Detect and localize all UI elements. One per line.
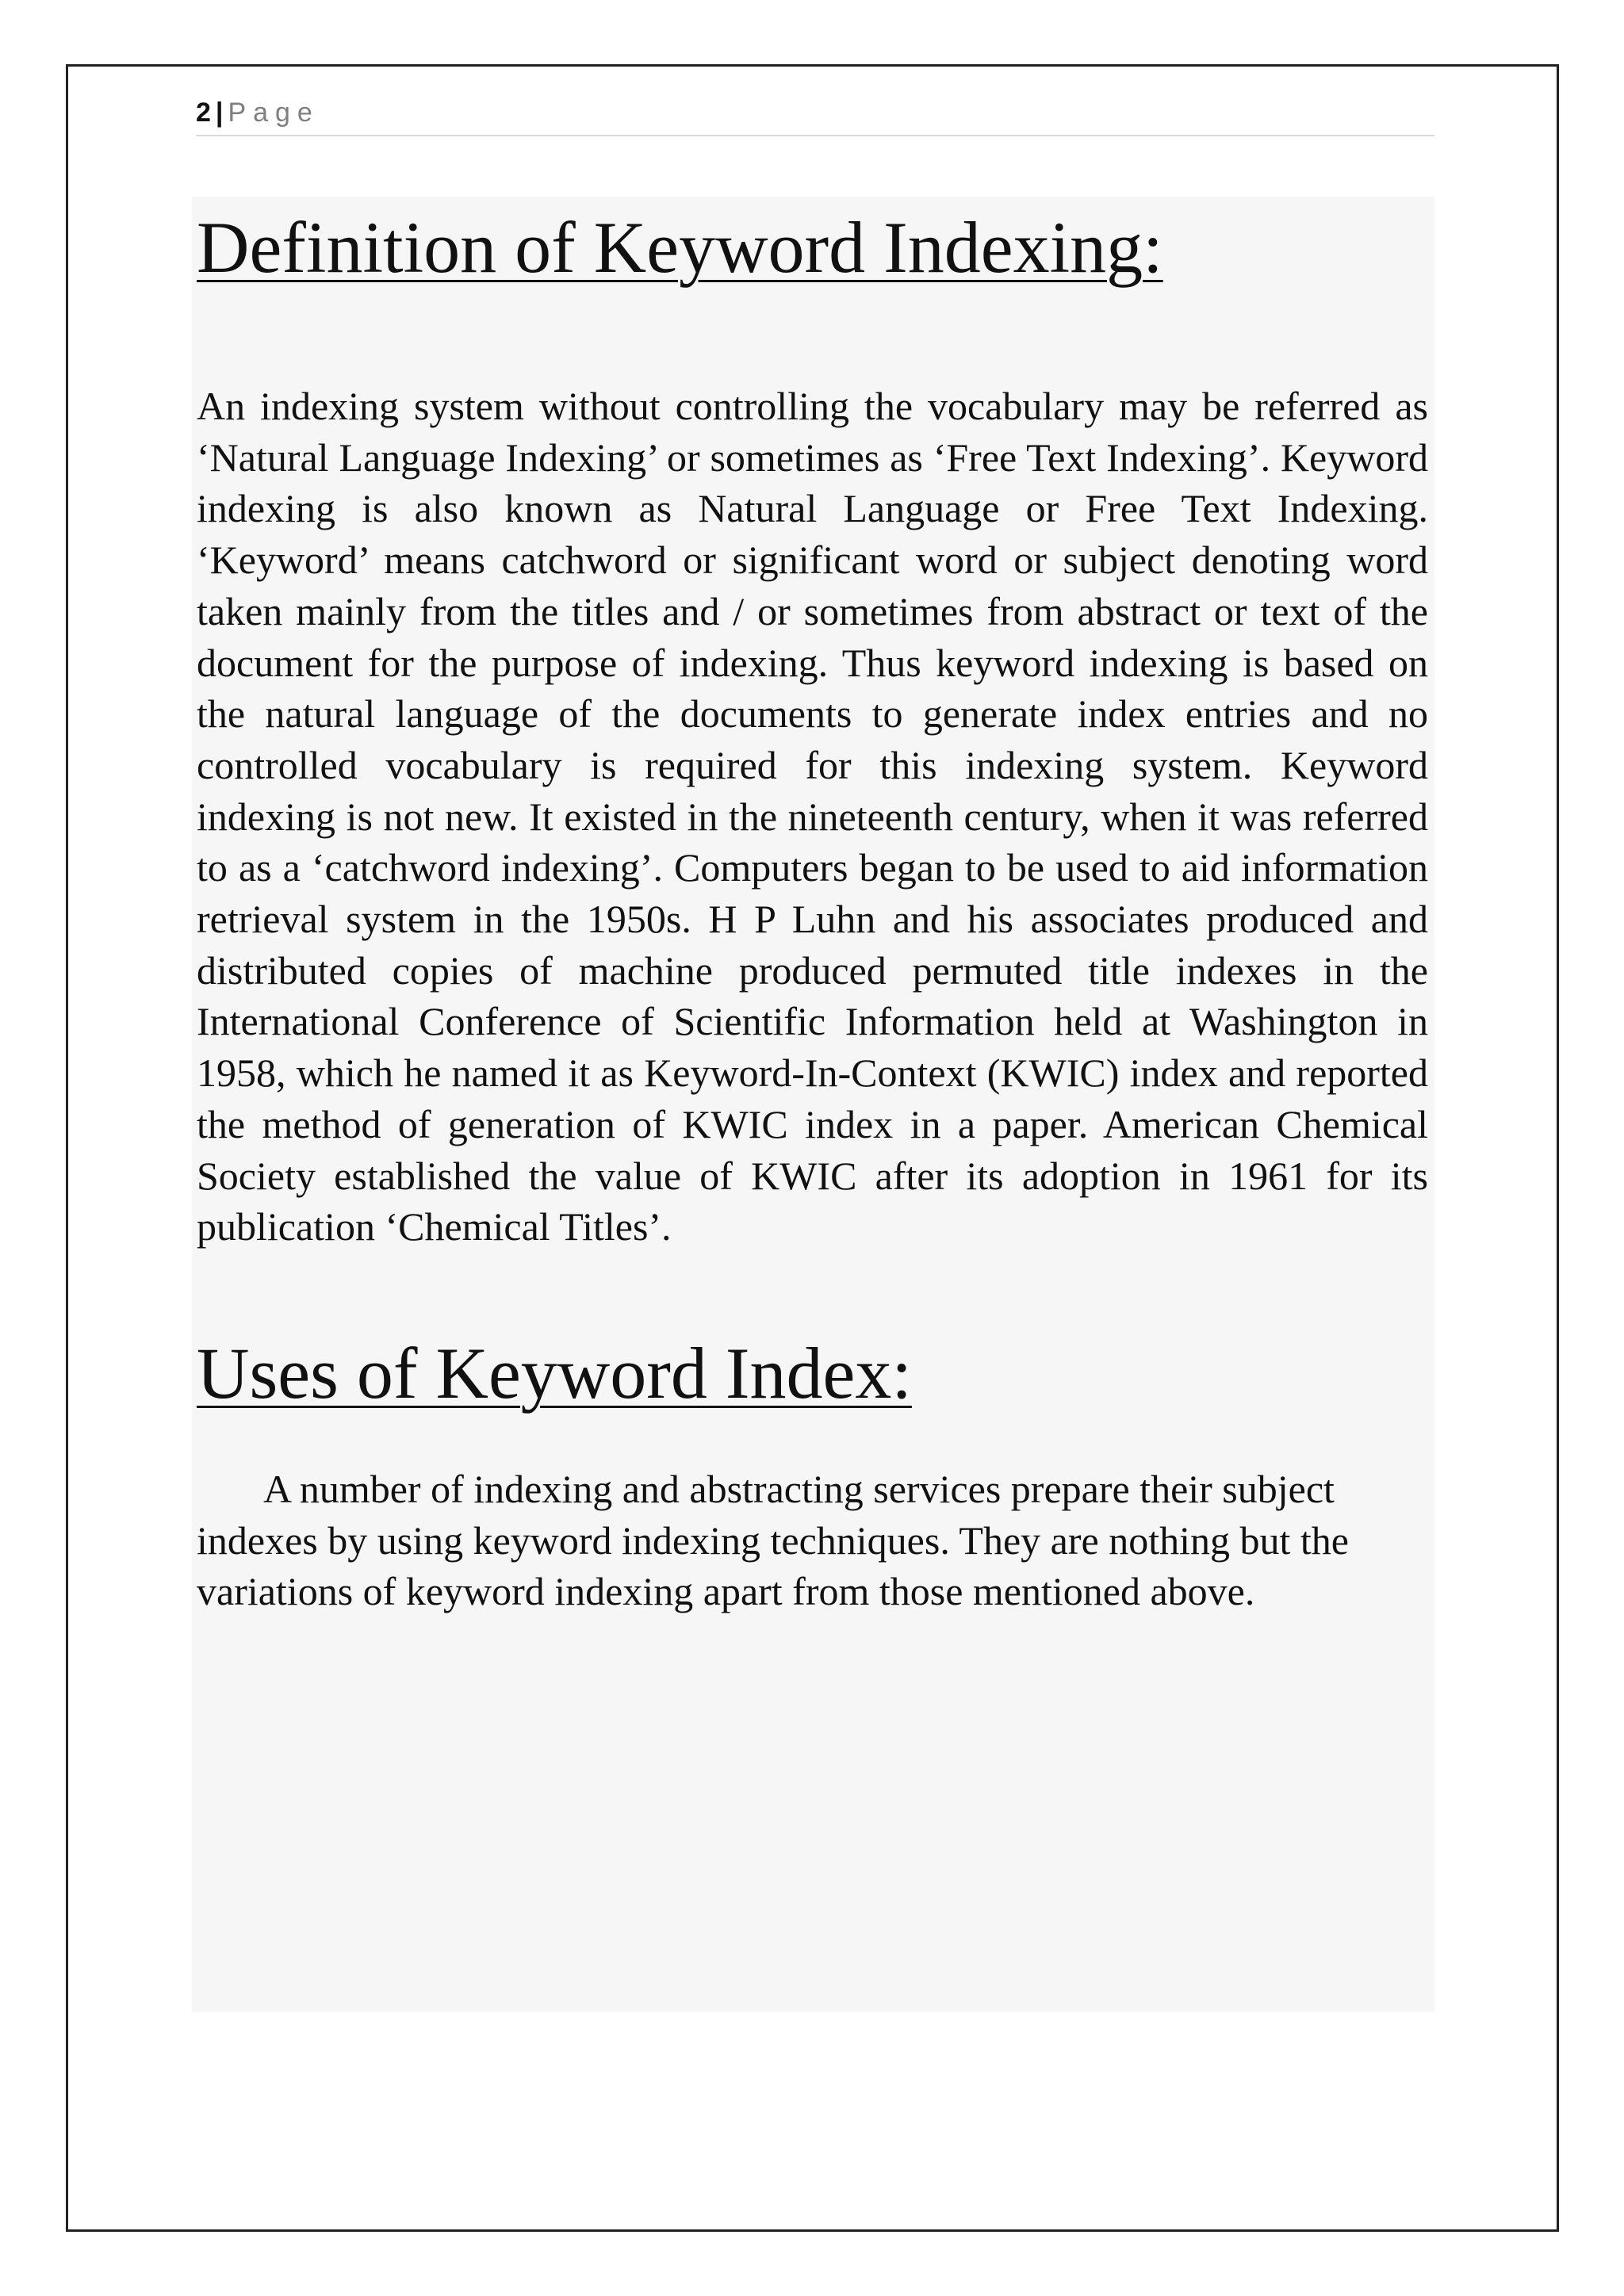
section-heading-definition: Definition of Keyword Indexing: (197, 207, 1163, 288)
document-body (192, 197, 1434, 2012)
page-number: 2 (196, 98, 211, 128)
page-label: Page (228, 98, 320, 128)
section-heading-uses: Uses of Keyword Index: (197, 1332, 912, 1414)
page-separator: | (215, 98, 224, 128)
page-header (196, 95, 1434, 136)
definition-paragraph: An indexing system without controlling the vocabulary may be referred as ‘Natural Language Indexing’ or sometimes as ‘Free Text Indexing’. Keyword indexing is also known as Natural Language or Free Text Indexing. ‘Keyword’ means catchword or significant word or subject denoting word taken mainly from the titles and / or sometimes from abstract or text of the document for the purpose of indexing. Thus keyword indexing is based on the natural language of the documents to generate index entries and no controlled vocabulary is required for this indexing system. Keyword indexing is not new. It existed in the nineteenth century, when it was referred to as a ‘catchword indexing’. Computers began to be used to aid information retrieval system in the 1950s. H P Luhn and his associates produced and distributed copies of machine produced permuted title indexes in the International Conference of Scientific Information held at Washington in 1958, which he named it as Keyword-In-Context (KWIC) index and reported the method of generation of KWIC index in a paper. American Chemical Society established the value of KWIC after its adoption in 1961 for its publication ‘Chemical Titles’. (197, 384, 1428, 1249)
uses-paragraph: A number of indexing and abstracting services prepare their subject indexes by using keyword indexing techniques. They are nothing but the variations of keyword indexing apart from those mentioned above. (197, 1466, 1349, 1614)
